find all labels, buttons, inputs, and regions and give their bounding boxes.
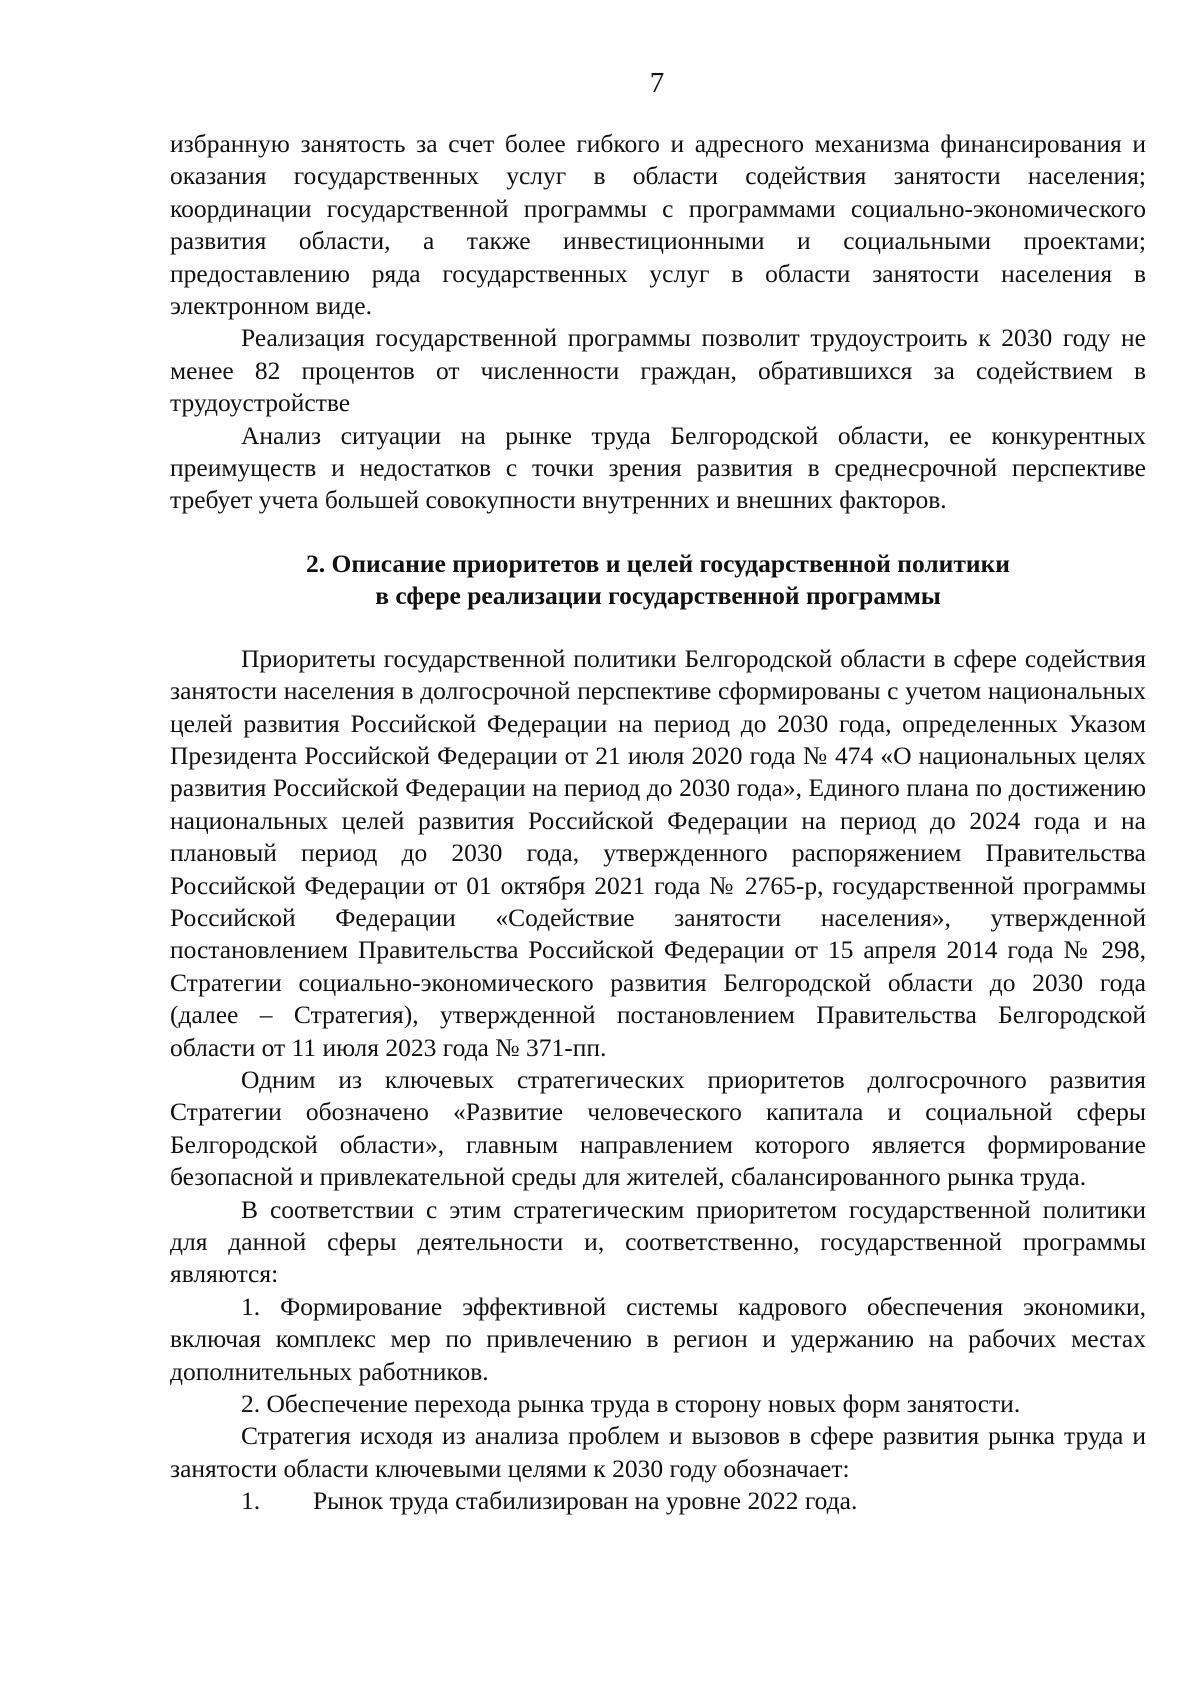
section-heading-line-1: 2. Описание приоритетов и целей государственной политики [306,548,1010,578]
document-body [170,128,1146,1518]
list-item-number: 1. [241,1486,261,1516]
list-item [170,1485,1146,1517]
paragraph-labor-market-analysis: Анализ ситуации на рынке труда Белгородской области, ее конкурентных преимуществ и недостатков с точки зрения развития в среднесрочной перспективе требует учета большей совокупности внутренних и внешних факторов. [170,420,1146,515]
paragraph-priority-1: 1. Формирование эффективной системы кадрового обеспечения экономики, включая комплекс мер по привлечению в регион и удержанию на рабочих местах дополнительных работников. [170,1291,1146,1386]
paragraph-key-priority: Одним из ключевых стратегических приоритетов долгосрочного развития Стратегии обозначено «Развитие человеческого капитала и социальной сферы Белгородской области», главным направлением которого является формирование безопасной и привлекательной среды для жителей, сбалансированного рынка труда. [170,1064,1146,1192]
list-item-text: Рынок труда стабилизирован на уровне 2022 года. [313,1486,858,1516]
page-number: 7 [649,67,665,99]
paragraph-policy-priorities-intro: В соответствии с этим стратегическим приоритетом государственной политики для данной сферы деятельности и, соответственно, государственной программы являются: [170,1194,1146,1289]
section-heading [170,548,1146,613]
section-heading-line-2: в сфере реализации государственной программы [375,581,941,611]
paragraph-priorities: Приоритеты государственной политики Белгородской области в сфере содействия занятости населения в долгосрочной перспективе сформированы с учетом национальных целей развития Российской Федерации на период до 2030 года, определенных Указом Президента Российской Федерации от 21 июля 2020 года № 474 «О национальных целях развития Российской Федерации на период до 2030 года», Единого плана по достижению национальных целей развития Российской Федерации на период до 2024 года и на плановый период до 2030 года, утвержденного распоряжением Правительства Российской Федерации от 01 октября 2021 года № 2765-р, государственной программы Российской Федерации «Содействие занятости населения», утвержденной постановлением Правительства Российской Федерации от 15 апреля 2014 года № 298, Стратегии социально-экономического развития Белгородской области до 2030 года (далее – Стратегия), утвержденной постановлением Правительства Белгородской области от 11 июля 2023 года № 371-пп. [170,643,1146,1062]
paragraph-program-outcome: Реализация государственной программы позволит трудоустроить к 2030 году не менее 82 процентов от численности граждан, обратившихся за содействием в трудоустройстве [170,323,1146,418]
paragraph-goals-intro: Стратегия исходя из анализа проблем и вызовов в сфере развития рынка труда и занятости области ключевыми целями к 2030 году обозначает: [170,1421,1146,1483]
paragraph-priority-2: 2. Обеспечение перехода рынка труда в сторону новых форм занятости. [241,1389,1021,1419]
paragraph-intro-continuation: избранную занятость за счет более гибкого и адресного механизма финансирования и оказания государственных услуг в области содействия занятости населения; координации государственной программы с программами социально-экономического развития области, а также инвестиционными и социальными проектами; предоставлению ряда государственных услуг в области занятости населения в электронном виде. [170,129,1146,321]
